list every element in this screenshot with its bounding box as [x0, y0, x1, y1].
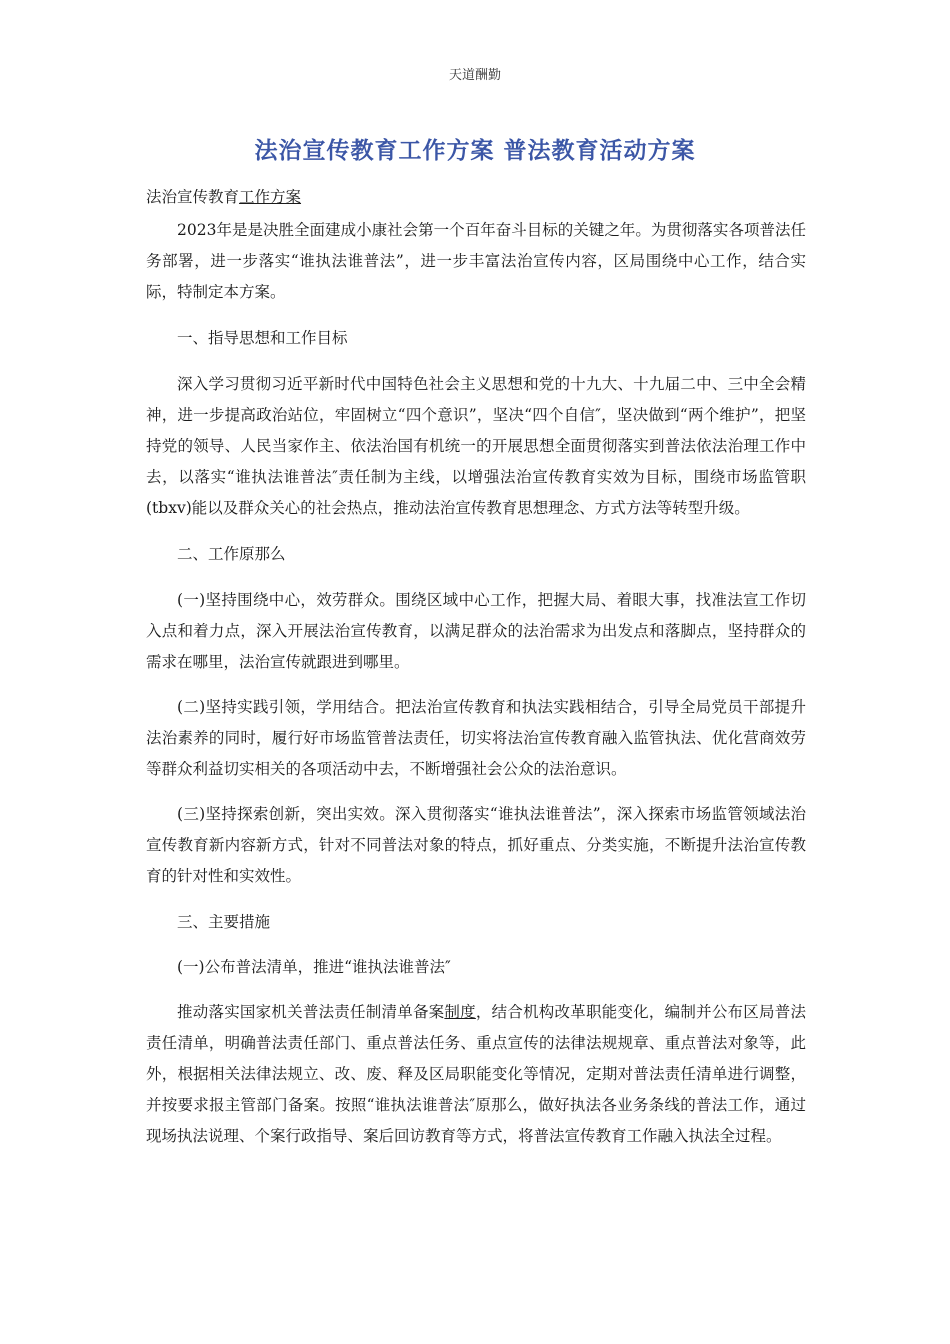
- section-heading-3: 三、主要措施: [177, 913, 271, 931]
- section2-item-2: (二)坚持实践引领，学用结合。把法治宣传教育和执法实践相结合，引导全局党员干部提升法治素养的同时，履行好市场监管普法责任，切实将法治宣传教育融入监管执法、优化营商效劳等群众利益切实相关的各项活动中去，不断增强社会公众的法治意识。: [146, 698, 806, 778]
- header-note: 天道酬勤: [448, 68, 501, 83]
- system-link[interactable]: 制度: [444, 1003, 476, 1021]
- document-subtitle: [146, 182, 806, 213]
- section1-paragraph: 深入学习贯彻习近平新时代中国特色社会主义思想和党的十九大、十九届二中、三中全会精神，进一步提高政治站位，牢固树立“四个意识”，坚决“四个自信″，坚决做到“两个维护”，把坚持党的领导、人民当家作主、依法治国有机统一的开展思想全面贯彻落实到普法依法治理工作中去，以落实“谁执法谁普法″责任制为主线，以增强法治宣传教育实效为目标，围绕市场监管职(tbxv)能以及群众关心的社会热点，推动法治宣传教育思想理念、方式方法等转型升级。: [146, 375, 806, 517]
- section2-item-3: (三)坚持探索创新，突出实效。深入贯彻落实“谁执法谁普法”，深入探索市场监管领域法治宣传教育新内容新方式，针对不同普法对象的特点，抓好重点、分类实施，不断提升法治宣传教育的针对性和实效性。: [146, 805, 806, 885]
- subtitle-link[interactable]: 工作方案: [239, 188, 302, 206]
- section3-subheading-1: (一)公布普法清单，推进“谁执法谁普法″: [177, 958, 451, 976]
- subtitle-prefix: 法治宣传教育: [146, 188, 240, 206]
- section3-text-a: 推动落实国家机关普法责任制清单备案: [177, 1003, 445, 1021]
- section-heading-2: 二、工作原那么: [177, 545, 286, 563]
- section3-text-b: ，结合机构改革职能变化，编制并公布区局普法责任清单，明确普法责任部门、重点普法任务、重点宣传的法律法规规章、重点普法对象等，此外，根据相关法律法规立、改、废、释及区局职能变化等情况，定期对普法责任清单进行调整，并按要求报主管部门备案。按照“谁执法谁普法″原那么，做好执法各业务条线的普法工作，通过现场执法说理、个案行政指导、案后回访教育等方式，将普法宣传教育工作融入执法全过程。: [146, 1003, 806, 1145]
- document-title: 法治宣传教育工作方案 普法教育活动方案: [254, 138, 696, 164]
- document-body: [146, 182, 806, 1152]
- section3-paragraph: [146, 997, 806, 1152]
- intro-paragraph: 2023年是是决胜全面建成小康社会第一个百年奋斗目标的关键之年。为贯彻落实各项普法任务部署，进一步落实“谁执法谁普法”，进一步丰富法治宣传内容，区局围绕中心工作，结合实际，特制定本方案。: [146, 221, 806, 301]
- section-heading-1: 一、指导思想和工作目标: [177, 329, 348, 347]
- section2-item-1: (一)坚持围绕中心，效劳群众。围绕区域中心工作，把握大局、着眼大事，找准法宣工作切入点和着力点，深入开展法治宣传教育，以满足群众的法治需求为出发点和落脚点，坚持群众的需求在哪里，法治宣传就跟进到哪里。: [146, 591, 806, 671]
